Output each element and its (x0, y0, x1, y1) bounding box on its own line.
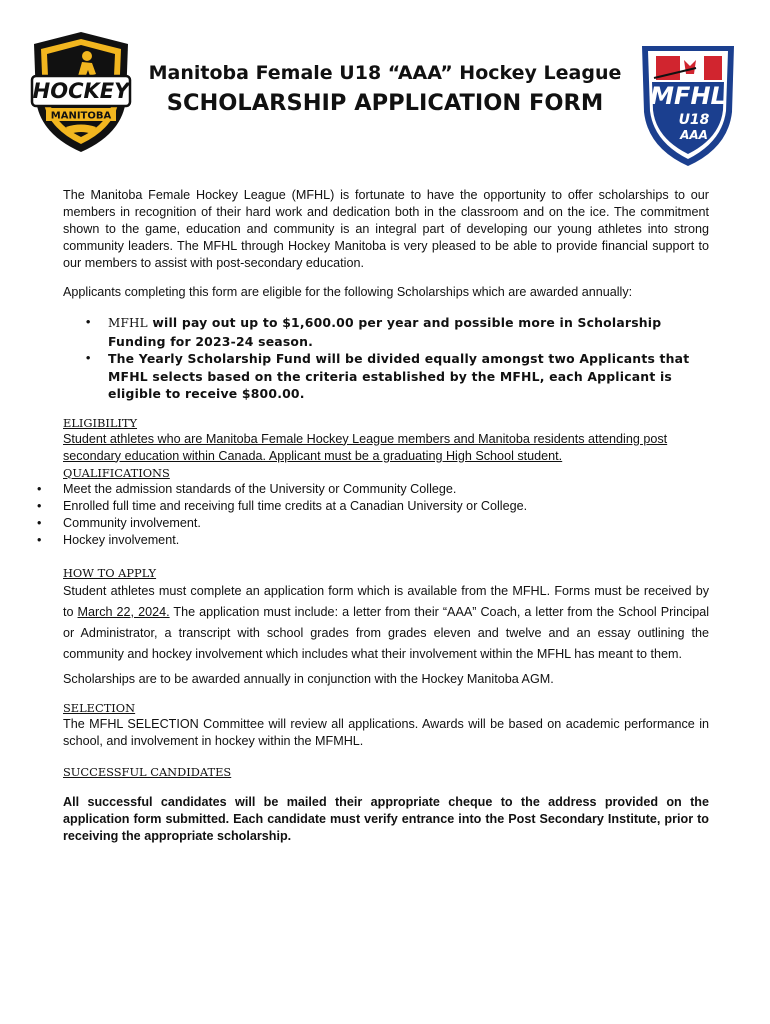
qualification-item: • Community involvement. (63, 515, 709, 532)
page-title: Manitoba Female U18 “AAA” Hockey League (148, 62, 622, 84)
scholarship-point-1-lead: MFHL (108, 316, 148, 330)
logo-right-text-aaa: AAA (680, 128, 708, 142)
eligibility-heading: ELIGIBILITY (63, 415, 138, 430)
document-body (63, 187, 709, 845)
applicants-line: Applicants completing this form are eligible for the following Scholarships which are awarded annually: (63, 285, 633, 299)
scholarship-point-2: • The Yearly Scholarship Fund will be divided equally amongst two Applicants that MFHL selects based on the criteria established by the MFHL, each Applicant is eligible to receive $800.00. (108, 350, 709, 403)
how-to-apply-text-before: Student athletes must complete an application form which is available from the MFHL. Forms must be received by to (63, 583, 709, 619)
logo-left-text-manitoba: MANITOBA (50, 110, 112, 122)
application-deadline: March 22, 2024. (77, 604, 170, 619)
scholarship-point-1-text: will pay out up to $1,600.00 per year and possible more in Scholarship Funding for 2023-24 season. (108, 315, 662, 349)
logo-left-text-hockey: HOCKEY (32, 79, 130, 103)
agm-line: Scholarships are to be awarded annually in conjunction with the Hockey Manitoba AGM. (63, 671, 554, 686)
scholarship-point-1 (108, 314, 709, 350)
scholarship-points (63, 314, 709, 403)
successful-candidates-heading: SUCCESSFUL CANDIDATES (63, 764, 232, 779)
qualifications-heading: QUALIFICATIONS (63, 465, 170, 480)
page-subtitle: SCHOLARSHIP APPLICATION FORM (166, 90, 604, 116)
header-titles (130, 60, 640, 118)
qualification-item: • Hockey involvement. (63, 532, 709, 549)
hockey-manitoba-logo-icon (30, 30, 132, 154)
eligibility-text: Student athletes who are Manitoba Female Hockey League members and Manitoba residents attending post secondary education within Canada. Applicant must be a graduating High School student. (63, 431, 668, 463)
logo-right-text-mfhl: MFHL (650, 82, 726, 110)
mfhl-u18-aaa-logo-icon (634, 40, 742, 168)
how-to-apply-text (63, 581, 709, 665)
successful-candidates-text: All successful candidates will be mailed their appropriate cheque to the address provided on the application form submitted. Each candidate must verify entrance into the Post Secondary Institute, prior to receiving the appropriate scholarship. (63, 794, 709, 843)
selection-heading: SELECTION (63, 700, 136, 715)
logo-right-text-u18: U18 (678, 112, 710, 128)
selection-text: The MFHL SELECTION Committee will review all applications. Awards will be based on academic performance in school, and involvement in hockey within the MFMHL. (63, 716, 709, 748)
how-to-apply-text-after: The application must include: a letter from their “AAA” Coach, a letter from the School Principal or Administrator, a transcript with school grades from grades eleven and twelve and an essay outlining the community and hockey involvement which includes what their involvement within the MFHL has meant to them. (63, 604, 709, 661)
qualifications-list (63, 481, 709, 549)
qualification-item: • Meet the admission standards of the University or Community College. (63, 481, 709, 498)
qualification-item: • Enrolled full time and receiving full time credits at a Canadian University or College. (63, 498, 709, 515)
intro-paragraph: The Manitoba Female Hockey League (MFHL) is fortunate to have the opportunity to offer scholarships to our members in recognition of their hard work and dedication both in the classroom and on the ice. The commitment shown to the game, education and community is an integral part of developing our young athletes into strong community leaders. The MFHL through Hockey Manitoba is very pleased to be able to provide financial support to our members to assist with post-secondary education. (63, 188, 709, 270)
how-to-apply-heading: HOW TO APPLY (63, 565, 157, 580)
